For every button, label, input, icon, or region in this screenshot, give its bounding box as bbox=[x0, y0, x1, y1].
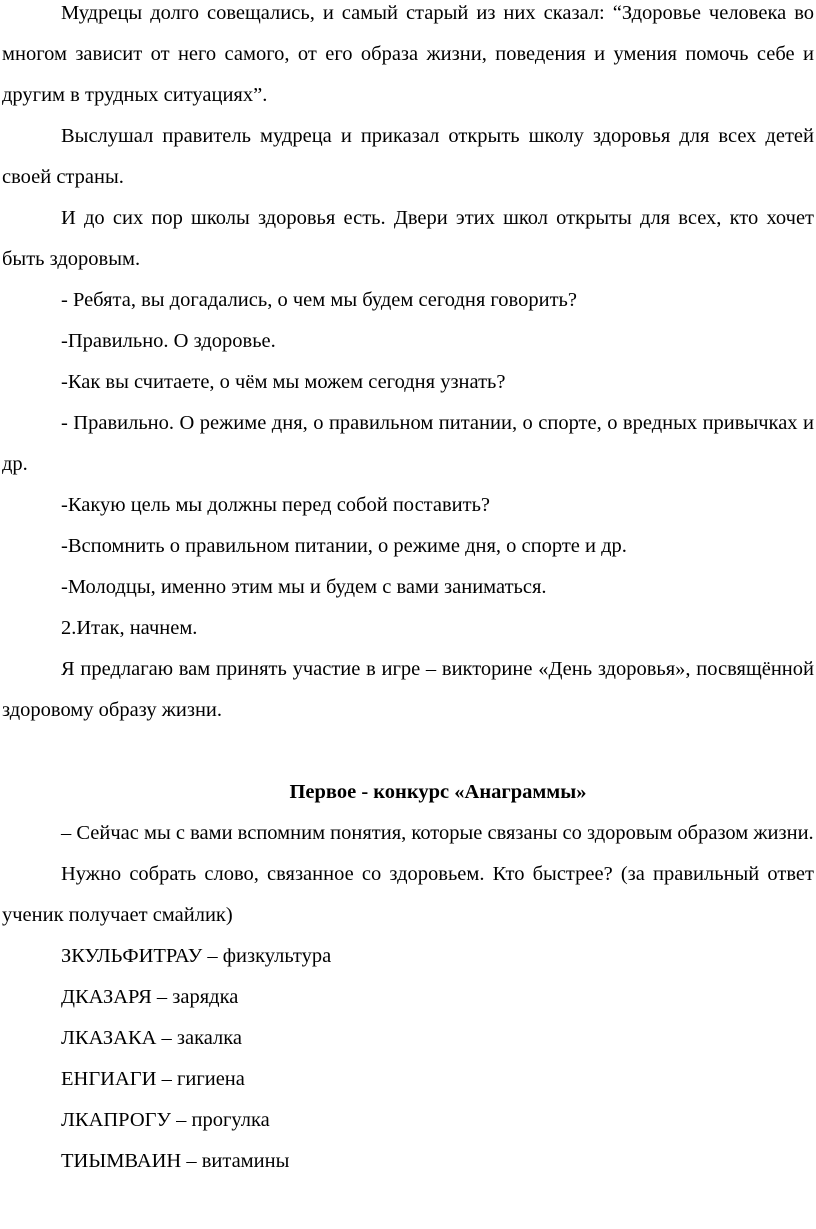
dialog-line: -Как вы считаете, о чём мы можем сегодня узнать? bbox=[61, 371, 506, 393]
paragraph-schools: И до сих пор школы здоровья есть. Двери этих школ открыты для всех, кто хочет быть здоровым. bbox=[2, 207, 814, 270]
dialog-line: -Молодцы, именно этим мы и будем с вами заниматься. bbox=[61, 576, 547, 598]
anagram-item: ЕНГИАГИ – гигиена bbox=[61, 1068, 245, 1090]
anagram-item: ДКАЗАРЯ – зарядка bbox=[61, 986, 239, 1008]
paragraph-concepts: – Сейчас мы с вами вспомним понятия, которые связаны со здоровым образом жизни. bbox=[61, 822, 814, 844]
dialog-line: - Ребята, вы догадались, о чем мы будем сегодня говорить? bbox=[61, 289, 577, 311]
anagram-item: ЛКАПРОГУ – прогулка bbox=[61, 1109, 270, 1131]
paragraph-ruler: Выслушал правитель мудреца и приказал открыть школу здоровья для всех детей своей страны. bbox=[2, 125, 814, 188]
anagram-item: ЛКАЗАКА – закалка bbox=[61, 1027, 243, 1049]
paragraph-quiz: Я предлагаю вам принять участие в игре – викторине «День здоровья», посвящённой здоровому образу жизни. bbox=[2, 658, 814, 721]
dialog-line: -Какую цель мы должны перед собой поставить? bbox=[61, 494, 491, 516]
section-heading: Первое - конкурс «Анаграммы» bbox=[289, 781, 587, 803]
blank-line bbox=[0, 731, 816, 772]
paragraph-instructions: Нужно собрать слово, связанное со здоровьем. Кто быстрее? (за правильный ответ ученик получает смайлик) bbox=[2, 863, 814, 926]
dialog-line: 2.Итак, начнем. bbox=[61, 617, 198, 639]
anagram-item: ТИЫМВАИН – витамины bbox=[61, 1150, 290, 1172]
anagram-item: ЗКУЛЬФИТРАУ – физкультура bbox=[61, 945, 332, 967]
paragraph-answer: - Правильно. О режиме дня, о правильном питании, о спорте, о вредных привычках и др. bbox=[2, 412, 814, 475]
paragraph-sages: Мудрецы долго совещались, и самый старый из них сказал: “Здоровье человека во многом зависит от него самого, от его образа жизни, поведения и умения помочь себе и другим в трудных ситуациях”. bbox=[2, 2, 814, 106]
dialog-line: -Правильно. О здоровье. bbox=[61, 330, 276, 352]
dialog-line: -Вспомнить о правильном питании, о режиме дня, о спорте и др. bbox=[61, 535, 627, 557]
